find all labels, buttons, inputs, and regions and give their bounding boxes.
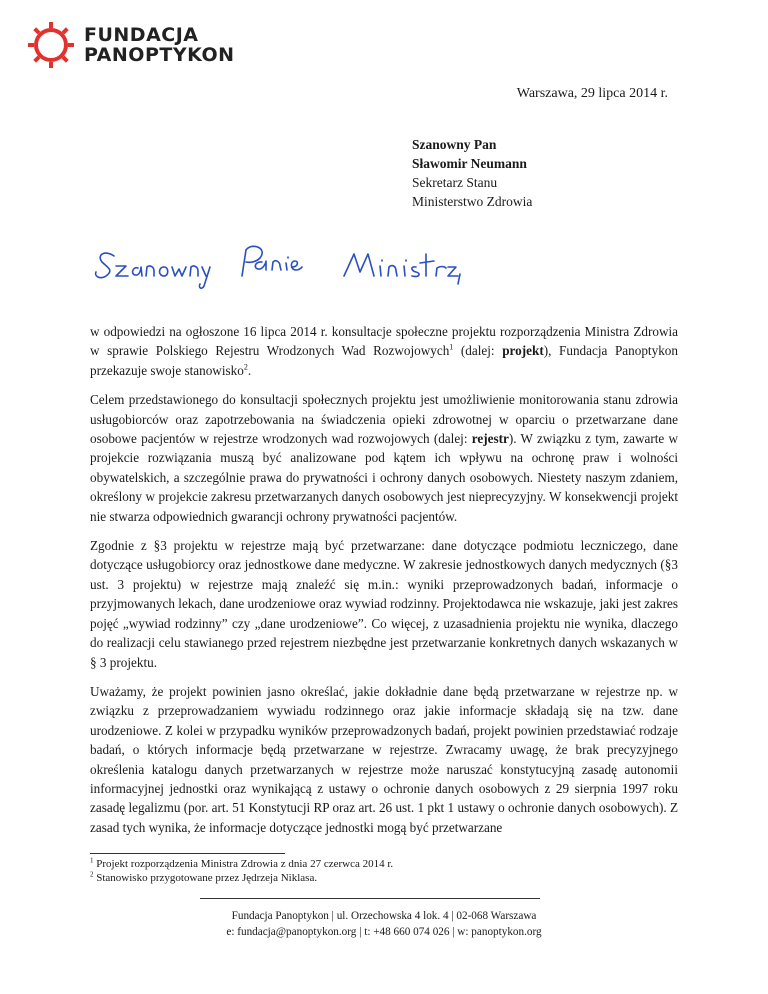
paragraph-2-text-a: Celem przedstawionego do konsultacji społecznych projektu jest umożliwienie monitorowania stanu zdrowia usługobiorców oraz zapotrzebowania na świadczenia opieki zdrowotnej w oparciu o przetwarzane dane osobowe pacjentów w rejestrze wrodzonych wad rozwojowych (dalej:	[90, 392, 678, 447]
addressee-name: Sławomir Neumann	[412, 156, 527, 171]
panoptykon-logo	[26, 20, 235, 70]
letter-date: Warszawa, 29 lipca 2014 r.	[516, 86, 668, 101]
addressee-salutation: Szanowny Pan	[412, 137, 497, 152]
page-footer	[0, 908, 768, 940]
paragraph-4: Uważamy, że projekt powinien jasno określać, jakie dokładnie dane będą przetwarzane w rejestrze np. w związku z przeprowadzaniem wywiadu rodzinnego oraz jakie informacje składają się na tzw. dane urodzeniowe. Z kolei w przypadku wyników przeprowadzonych badań, projekt powinien przedstawiać rodzaje badań, o których informacje będą przetwarzane w rejestrze. Zwracamy uwagę, że brak precyzyjnego określenia katalogu danych przetwarzanych w rejestrze może naruszać konstytucyjną zasadę autonomii informacyjnej jednostki oraz wynikającą z ustawy o ochronie danych osobowych z 29 sierpnia 1997 roku zasadę legalizmu (por. art. 51 Konstytucji RP oraz art. 26 ust. 1 pkt 1 ustawy o ochronie danych osobowych). Z zasad tych wynika, że informacje dotyczące jednostki mogą być przetwarzane	[90, 683, 678, 835]
footer-divider	[200, 898, 540, 899]
footer-contact: e: fundacja@panoptykon.org | t: +48 660 074 026 | w: panoptykon.org	[226, 926, 542, 938]
panoptykon-ring-logo-icon	[26, 20, 76, 70]
defined-term-projekt: projekt	[502, 343, 544, 359]
footnote-2	[90, 871, 393, 885]
footnote-1-number: 1	[90, 856, 94, 865]
addressee-block	[412, 135, 532, 211]
defined-term-rejestr: rejestr	[471, 431, 509, 447]
footnote-ref-1: 1	[449, 343, 454, 353]
footnote-divider	[90, 853, 285, 854]
footer-address: Fundacja Panoptykon | ul. Orzechowska 4 lok. 4 | 02-068 Warszawa	[231, 910, 537, 922]
handwritten-greeting	[92, 236, 462, 296]
paragraph-2	[90, 390, 678, 526]
footnote-ref-2: 2	[243, 362, 248, 372]
paragraph-1-text-a: w odpowiedzi na ogłoszone 16 lipca 2014 r. konsultacje społeczne projektu rozporządzenia Ministra Zdrowia w sprawie Polskiego Rejestru Wrodzonych Wad Rozwojowych	[90, 324, 678, 359]
paragraph-2-text-b: ). W związku z tym, zawarte w projekcie rozwiązania muszą być analizowane pod kątem ich wpływu na ochronę praw i wolności obywatelskich, a szczególnie prawa do prywatności i ochrony danych osobowych. Niestety naszym zdaniem, określony w projekcie zakresu przetwarzanych danych osobowych jest nieprecyzyjny. W konsekwencji projekt nie stwarza odpowiednich gwarancji ochrony prywatności pacjentów.	[90, 431, 678, 524]
footnote-1	[90, 857, 393, 871]
paragraph-1	[90, 322, 678, 380]
addressee-institution: Ministerstwo Zdrowia	[412, 194, 533, 209]
logo-text	[84, 25, 235, 65]
footnotes	[90, 857, 393, 885]
logo-line-1: FUNDACJA	[84, 24, 199, 46]
paragraph-1-text-c: ), Fundacja Panoptykon przekazuje swoje stanowisko	[90, 343, 678, 378]
footnote-1-text: Projekt rozporządzenia Ministra Zdrowia z dnia 27 czerwca 2014 r.	[96, 858, 394, 870]
addressee-title: Sekretarz Stanu	[412, 175, 498, 190]
letter-body	[90, 322, 678, 847]
footnote-2-text: Stanowisko przygotowane przez Jędrzeja Niklasa.	[96, 872, 318, 884]
paragraph-1-text-b: (dalej:	[453, 343, 503, 359]
footnote-2-number: 2	[90, 870, 94, 879]
logo-line-2: PANOPTYKON	[84, 44, 235, 66]
paragraph-3: Zgodnie z §3 projektu w rejestrze mają być przetwarzane: dane dotyczące podmiotu leczniczego, dane dotyczące usługobiorcy oraz jednostkowe dane medyczne. W zakresie jednostkowych danych medycznych (§3 ust. 3 projektu) w rejestrze mają znaleźć się m.in.: wyniki przeprowadzonych badań, informacje o przyjmowanych lekach, dane urodzeniowe oraz wywiad rodzinny. Projektodawca nie wskazuje, jaki jest zakres pojęć „wywiad rodzinny” czy „dane urodzeniowe”. Co więcej, z uzasadnienia projektu nie wynika, dlaczego do realizacji celu stawianego przed rejestrem niezbędne jest przetwarzanie konkretnych danych wskazanych w § 3 projektu.	[90, 538, 678, 670]
paragraph-1-text-d: .	[247, 362, 252, 378]
